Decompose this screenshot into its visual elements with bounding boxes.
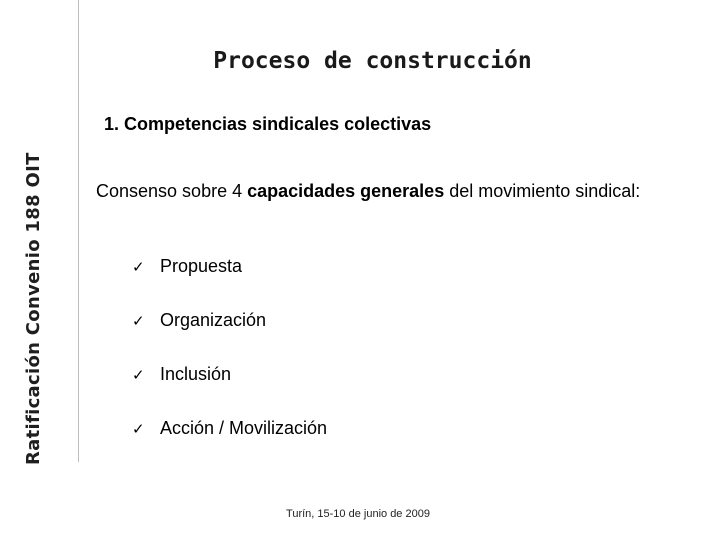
intro-text-after: del movimiento sindical: (444, 181, 641, 201)
checkmark-icon: ✓ (132, 312, 145, 330)
intro-text-before: Consenso sobre 4 (96, 181, 248, 201)
checklist-item (132, 256, 327, 310)
checklist-item (132, 418, 327, 472)
checklist-item-label: Acción / Movilización (160, 418, 328, 438)
footer-text: Turín, 15-10 de junio de 2009 (286, 508, 430, 520)
checklist-item (132, 310, 327, 364)
intro-text-bold: capacidades generales (247, 181, 445, 201)
checklist-item-label: Propuesta (160, 256, 243, 276)
checkmark-icon: ✓ (132, 258, 145, 276)
checkmark-icon: ✓ (132, 366, 145, 384)
vertical-sidebar-title: Ratificación Convenio 188 OIT (23, 152, 44, 465)
slide-title: Proceso de construcción (213, 48, 532, 74)
sidebar (0, 0, 86, 540)
intro-paragraph (96, 180, 656, 203)
checklist-item-label: Organización (160, 310, 267, 330)
checklist-item (132, 364, 327, 418)
checklist-item-label: Inclusión (160, 364, 232, 384)
section-heading: 1. Competencias sindicales colectivas (104, 114, 432, 134)
checkmark-icon: ✓ (132, 420, 145, 438)
capabilities-checklist (132, 256, 327, 472)
